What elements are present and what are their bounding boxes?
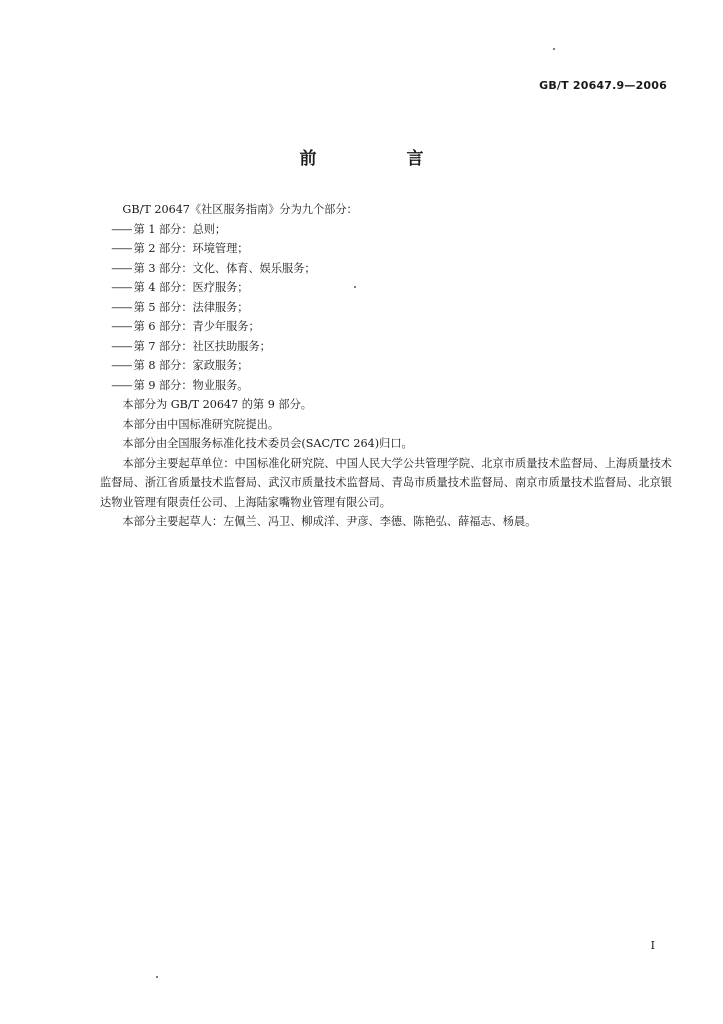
scan-speck [354, 286, 356, 288]
list-item [100, 278, 672, 298]
list-item-text: 第 9 部分：物业服务。 [133, 378, 249, 392]
list-item-text: 第 7 部分：社区扶助服务； [133, 339, 271, 353]
dash-marker: —— [111, 222, 132, 236]
list-item-text: 第 2 部分：环境管理； [133, 242, 249, 255]
list-item [100, 356, 672, 376]
page-number: I [650, 939, 655, 952]
list-item [100, 220, 672, 240]
dash-marker: —— [111, 261, 132, 275]
list-item-text: 第 3 部分：文化、体育、娱乐服务； [133, 261, 316, 275]
list-item [100, 317, 672, 337]
list-item [100, 337, 672, 357]
preface-body [100, 200, 672, 532]
dash-marker: —— [111, 320, 132, 333]
list-item [100, 298, 672, 318]
dash-marker: —— [111, 378, 132, 392]
dash-marker: —— [111, 359, 132, 372]
dash-marker: —— [111, 339, 132, 353]
list-item-text: 第 8 部分：家政服务； [133, 359, 249, 372]
list-item-text: 第 1 部分：总则； [133, 222, 227, 236]
list-item-text: 第 5 部分：法律服务； [133, 300, 249, 314]
scan-speck [553, 48, 555, 50]
proposed-by-paragraph: 本部分由中国标准研究院提出。 [122, 417, 280, 431]
list-item-text: 第 6 部分：青少年服务； [133, 320, 260, 333]
dash-marker: —— [111, 300, 132, 314]
drafters-paragraph: 本部分主要起草人：左佩兰、冯卫、柳成洋、尹彦、李德、陈艳弘、薛福志、杨晨。 [122, 515, 537, 528]
page-title: 前 言 [299, 149, 466, 169]
list-item-text: 第 4 部分：医疗服务； [133, 281, 249, 294]
standard-code: GB/T 20647.9—2006 [539, 79, 667, 92]
drafting-units-paragraph: 本部分主要起草单位：中国标准化研究院、中国人民大学公共管理学院、北京市质量技术监督局、上海质量技术监督局、浙江省质量技术监督局、武汉市质量技术监督局、青岛市质量技术监督局、南京市质量技术监督局、北京银达物业管理有限责任公司、上海陆家嘴物业管理有限公司。 [100, 456, 672, 509]
dash-marker: —— [111, 242, 132, 255]
list-item [100, 239, 672, 259]
intro-paragraph: GB/T 20647《社区服务指南》分为九个部分： [122, 203, 358, 216]
list-item [100, 259, 672, 279]
dash-marker: —— [111, 281, 132, 294]
parts-list [100, 220, 672, 396]
this-part-paragraph: 本部分为 GB/T 20647 的第 9 部分。 [122, 398, 312, 411]
scan-speck [156, 976, 158, 978]
managed-by-paragraph: 本部分由全国服务标准化技术委员会(SAC/TC 264)归口。 [122, 437, 413, 450]
list-item [100, 376, 672, 396]
